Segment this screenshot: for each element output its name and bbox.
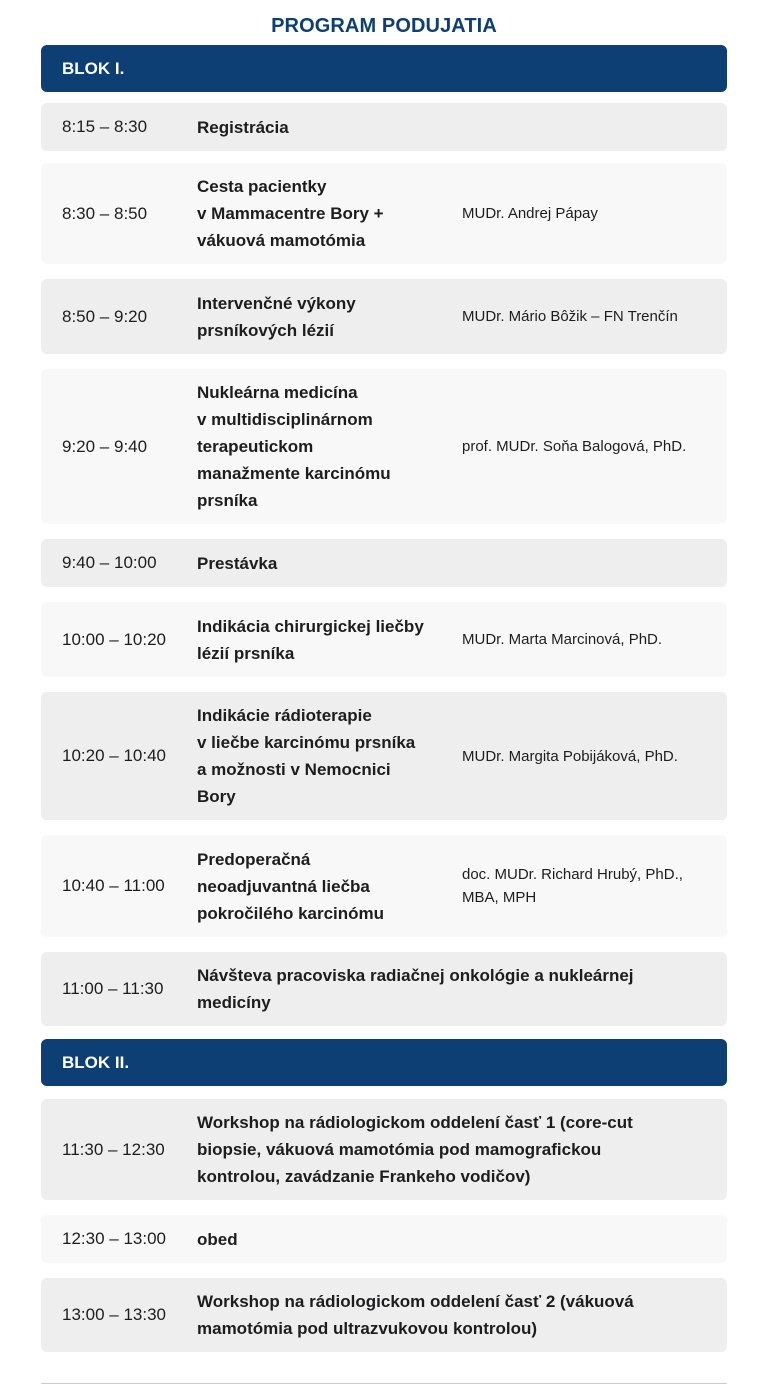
row-speaker: MUDr. Andrej Pápay [462, 205, 598, 222]
row-speaker: MUDr. Margita Pobijáková, PhD. [462, 747, 678, 765]
row-topic: Indikácia chirurgickej liečby lézií prsníka [197, 616, 424, 663]
row-topic: Workshop na rádiologickom oddelení časť 2 (vákuová mamotómia pod ultrazvukovou kontrolou) [197, 1292, 634, 1338]
row-topic: Indikácie rádioterapie v liečbe karcinómu prsníka a možnosti v Nemocnici Bory [197, 706, 416, 806]
schedule-row [41, 952, 727, 1026]
schedule-row [41, 692, 727, 820]
row-time: 10:20 – 10:40 [62, 746, 166, 765]
schedule-row [41, 369, 727, 524]
row-time: 9:20 – 9:40 [62, 436, 148, 456]
schedule-row [41, 539, 727, 587]
row-topic: Nukleárna medicína v multidisciplinárnom terapeutickom manažmente karcinómu prsníka [197, 383, 391, 510]
row-speaker: prof. MUDr. Soňa Balogová, PhD. [462, 438, 687, 455]
row-topic: Registrácia [197, 117, 289, 137]
row-topic: Intervenčné výkony prsníkových lézií [197, 293, 356, 340]
schedule-row [41, 1215, 727, 1263]
row-time: 8:50 – 9:20 [62, 306, 148, 326]
block-header: BLOK I. [41, 45, 727, 92]
row-time: 8:30 – 8:50 [62, 203, 148, 223]
row-time: 12:30 – 13:00 [62, 1229, 166, 1248]
row-topic: Workshop na rádiologickom oddelení časť 1 (core-cut biopsie, vákuová mamotómia pod mamografickou kontrolou, zavádzanie Frankeho vodičov) [197, 1113, 633, 1186]
row-time: 10:00 – 10:20 [62, 629, 166, 649]
row-speaker: doc. MUDr. Richard Hrubý, PhD., MBA, MPH [462, 866, 683, 906]
schedule-row [41, 1278, 727, 1352]
row-time: 10:40 – 11:00 [62, 876, 165, 895]
schedule-row [41, 279, 727, 354]
row-topic: Prestávka [197, 553, 278, 573]
schedule-row [41, 103, 727, 151]
row-time: 9:40 – 10:00 [62, 553, 157, 572]
page-title: PROGRAM PODUJATIA [271, 15, 497, 37]
block-header: BLOK II. [41, 1039, 727, 1086]
row-topic: Predoperačná neoadjuvantná liečba pokročilého karcinómu [197, 849, 385, 923]
row-time: 13:00 – 13:30 [62, 1305, 166, 1324]
row-time: 11:00 – 11:30 [62, 979, 164, 998]
row-topic: obed [197, 1229, 238, 1249]
row-speaker: MUDr. Mário Bôžik – FN Trenčín [462, 308, 678, 325]
divider [41, 1383, 727, 1384]
row-topic: Cesta pacientky v Mammacentre Bory + vákuová mamotómia [197, 177, 384, 250]
schedule-row [41, 602, 727, 677]
schedule-row [41, 835, 727, 937]
row-speaker: MUDr. Marta Marcinová, PhD. [462, 631, 663, 648]
row-topic: Návšteva pracoviska radiačnej onkológie a nukleárnej medicíny [197, 966, 634, 1012]
row-time: 11:30 – 12:30 [62, 1139, 165, 1159]
schedule-row [41, 163, 727, 264]
row-time: 8:15 – 8:30 [62, 117, 148, 136]
schedule-row [41, 1099, 727, 1200]
